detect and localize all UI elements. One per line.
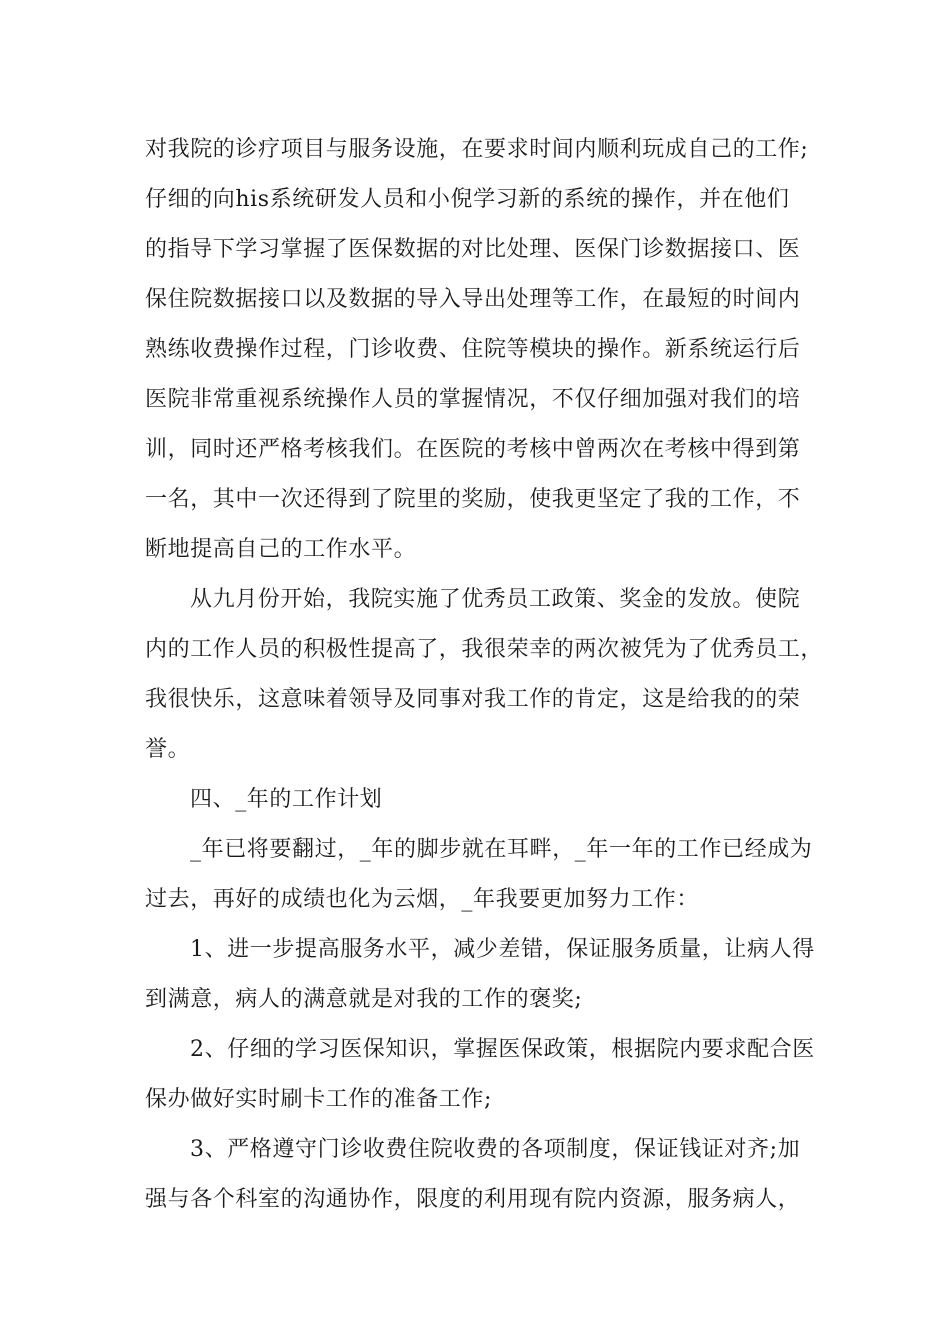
text-line: _年已将要翻过，_年的脚步就在耳畔，_年一年的工作已经成为: [190, 837, 813, 862]
text-line: 医院非常重视系统操作人员的掌握情况，不仅仔细加强对我们的培: [145, 387, 801, 412]
text-line: 从九月份开始，我院实施了优秀员工政策、奖金的发放。使院: [190, 587, 801, 612]
list-item-line: 到满意，病人的满意就是对我的工作的褒奖;: [145, 987, 583, 1012]
text-line: 过去，再好的成绩也化为云烟，_年我要更加努力工作：: [145, 887, 700, 912]
list-item-line: 2、仔细的学习医保知识，掌握医保政策，根据院内要求配合医: [190, 1037, 815, 1062]
text-line: 我很快乐，这意味着领导及同事对我工作的肯定，这是给我的的荣: [145, 687, 801, 712]
list-item-line: 强与各个科室的沟通协作，限度的利用现有院内资源，服务病人，: [145, 1187, 801, 1212]
section-heading: 四、_年的工作计划: [190, 787, 383, 812]
text-line: 的指导下学习掌握了医保数据的对比处理、医保门诊数据接口、医: [145, 237, 801, 262]
list-item-line: 保办做好实时刷卡工作的准备工作;: [145, 1087, 493, 1112]
text-line: 内的工作人员的积极性提高了，我很荣幸的两次被凭为了优秀员工，: [145, 637, 824, 662]
text-line: 训，同时还严格考核我们。在医院的考核中曾两次在考核中得到第: [145, 437, 801, 462]
text-line: 一名，其中一次还得到了院里的奖励，使我更坚定了我的工作，不: [145, 487, 801, 512]
text-line: 熟练收费操作过程，门诊收费、住院等模块的操作。新系统运行后: [145, 337, 801, 362]
text-line: 对我院的诊疗项目与服务设施，在要求时间内顺利玩成自己的工作;: [145, 137, 809, 162]
list-item-line: 1、进一步提高服务水平，减少差错，保证服务质量，让病人得: [190, 937, 815, 962]
text-line: 保住院数据接口以及数据的导入导出处理等工作，在最短的时间内: [145, 287, 801, 312]
list-item-line: 3、严格遵守门诊收费住院收费的各项制度，保证钱证对齐;加: [190, 1137, 801, 1162]
text-line: 仔细的向his系统研发人员和小倪学习新的系统的操作，并在他们: [145, 187, 790, 212]
text-line: 断地提高自己的工作水平。: [145, 537, 417, 562]
text-line: 誉。: [145, 737, 191, 762]
